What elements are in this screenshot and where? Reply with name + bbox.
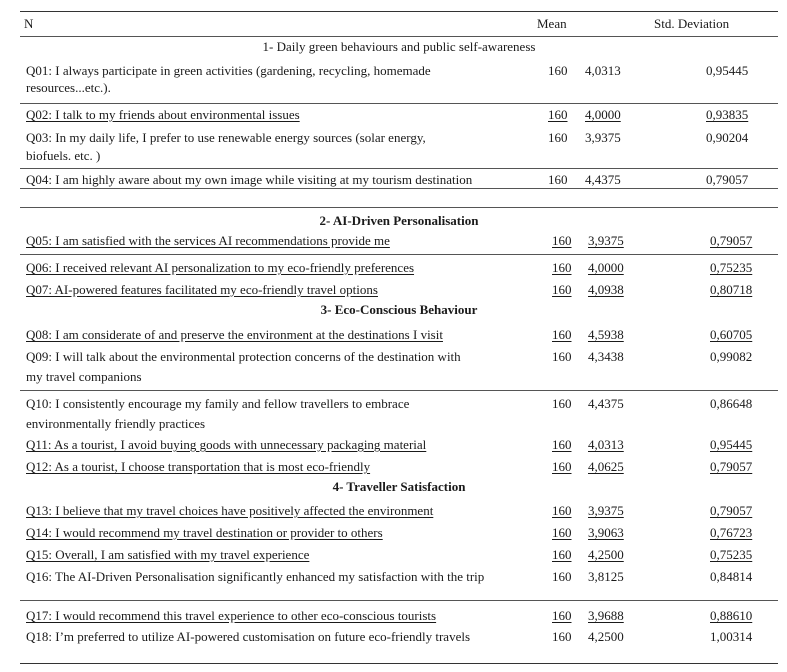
table-bottom-rule: [20, 663, 778, 664]
row-q04-std: 0,79057: [706, 172, 749, 187]
row-q02-mean: 4,0000: [585, 107, 621, 122]
row-q03-std: 0,90204: [706, 130, 749, 145]
row-q17-mean: 3,9688: [588, 608, 624, 623]
row-q01-n: 160: [548, 63, 568, 78]
row-q06-n: 160: [552, 260, 572, 275]
row-q04-mean: 4,4375: [585, 172, 621, 187]
row-q07-std: 0,80718: [710, 282, 753, 297]
row-q15-std: 0,75235: [710, 547, 753, 562]
header-mean: Mean: [537, 16, 567, 31]
row-q15-n: 160: [552, 547, 572, 562]
row-q08-text: Q08: I am considerate of and preserve the environment at the destinations I visit: [26, 327, 443, 342]
row-q03-n: 160: [548, 130, 568, 145]
row-q02-std: 0,93835: [706, 107, 749, 122]
section-title-4: 4- Traveller Satisfaction: [332, 479, 466, 494]
row-q11-n: 160: [552, 437, 572, 452]
row-q16-text: Q16: The AI-Driven Personalisation significantly enhanced my satisfaction with the trip: [26, 569, 485, 584]
row-q11-text: Q11: As a tourist, I avoid buying goods with unnecessary packaging material: [26, 437, 427, 452]
row-q10-text: Q10: I consistently encourage my family and fellow travellers to embrace: [26, 396, 410, 411]
row-q05-std: 0,79057: [710, 233, 753, 248]
row-q15-mean: 4,2500: [588, 547, 624, 562]
row-q08-mean: 4,5938: [588, 327, 624, 342]
row-q10-text-cont: environmentally friendly practices: [26, 416, 206, 431]
row-q16-std: 0,84814: [710, 569, 753, 584]
row-q07-n: 160: [552, 282, 572, 297]
row-q08-std: 0,60705: [710, 327, 753, 342]
row-q14-n: 160: [552, 525, 572, 540]
row-q16-mean: 3,8125: [588, 569, 624, 584]
row-q13-n: 160: [552, 503, 572, 518]
row-q18-mean: 4,2500: [588, 629, 624, 644]
row-q01-text-cont: resources...etc.).: [26, 80, 111, 95]
row-q09-text-cont: my travel companions: [26, 369, 142, 384]
row-q03-text-cont: biofuels. etc. ): [26, 148, 101, 163]
row-q10-mean: 4,4375: [588, 396, 624, 411]
row-rule: [20, 188, 778, 189]
row-q04-n: 160: [548, 172, 568, 187]
row-q18-std: 1,00314: [710, 629, 753, 644]
row-q09-n: 160: [552, 349, 572, 364]
section-title-1: 1- Daily green behaviours and public self-awareness: [262, 39, 536, 54]
row-q09-mean: 4,3438: [588, 349, 624, 364]
row-q12-n: 160: [552, 459, 572, 474]
row-q03-text: Q03: In my daily life, I prefer to use renewable energy sources (solar energy,: [26, 130, 426, 145]
row-q11-std: 0,95445: [710, 437, 753, 452]
section-rule: [20, 207, 778, 208]
row-q12-text: Q12: As a tourist, I choose transportation that is most eco-friendly: [26, 459, 371, 474]
section-title-3: 3- Eco-Conscious Behaviour: [320, 302, 478, 317]
row-q09-std: 0,99082: [710, 349, 753, 364]
table-top-rule: [20, 11, 778, 12]
row-rule: [20, 390, 778, 391]
row-q10-std: 0,86648: [710, 396, 753, 411]
row-q15-text: Q15: Overall, I am satisfied with my travel experience: [26, 547, 310, 562]
row-q17-text: Q17: I would recommend this travel experience to other eco-conscious tourists: [26, 608, 437, 623]
row-q12-mean: 4,0625: [588, 459, 624, 474]
row-q16-n: 160: [552, 569, 572, 584]
row-q03-mean: 3,9375: [585, 130, 621, 145]
row-q04-text: Q04: I am highly aware about my own image while visiting at my tourism destination: [26, 172, 473, 187]
row-q06-mean: 4,0000: [588, 260, 624, 275]
row-q05-mean: 3,9375: [588, 233, 624, 248]
row-q02-text: Q02: I talk to my friends about environmental issues: [26, 107, 300, 122]
row-q10-n: 160: [552, 396, 572, 411]
header-std: Std. Deviation: [654, 16, 730, 31]
row-q13-std: 0,79057: [710, 503, 753, 518]
row-q11-mean: 4,0313: [588, 437, 624, 452]
row-q05-text: Q05: I am satisfied with the services AI recommendations provide me: [26, 233, 390, 248]
row-q08-n: 160: [552, 327, 572, 342]
row-q01-std: 0,95445: [706, 63, 749, 78]
row-q18-text: Q18: I’m preferred to utilize AI-powered customisation on future eco-friendly travels: [26, 629, 471, 644]
row-q07-mean: 4,0938: [588, 282, 624, 297]
row-q05-n: 160: [552, 233, 572, 248]
row-q07-text: Q07: AI-powered features facilitated my eco-friendly travel options: [26, 282, 378, 297]
row-q17-std: 0,88610: [710, 608, 753, 623]
row-q02-n: 160: [548, 107, 568, 122]
header-rule: [20, 36, 778, 37]
header-n: N: [24, 16, 34, 31]
section-title-2: 2- AI-Driven Personalisation: [319, 213, 479, 228]
row-q06-text: Q06: I received relevant AI personalization to my eco-friendly preferences: [26, 260, 415, 275]
row-rule: [20, 168, 778, 169]
row-rule: [20, 254, 778, 255]
row-q12-std: 0,79057: [710, 459, 753, 474]
row-q17-n: 160: [552, 608, 572, 623]
row-q01-mean: 4,0313: [585, 63, 621, 78]
row-q13-mean: 3,9375: [588, 503, 624, 518]
row-q09-text: Q09: I will talk about the environmental protection concerns of the destination with: [26, 349, 461, 364]
row-q01-text: Q01: I always participate in green activities (gardening, recycling, homemade: [26, 63, 431, 78]
row-q18-n: 160: [552, 629, 572, 644]
row-q06-std: 0,75235: [710, 260, 753, 275]
section-rule: [20, 600, 778, 601]
row-rule: [20, 103, 778, 104]
row-q13-text: Q13: I believe that my travel choices have positively affected the environment: [26, 503, 434, 518]
row-q14-mean: 3,9063: [588, 525, 624, 540]
row-q14-text: Q14: I would recommend my travel destination or provider to others: [26, 525, 383, 540]
row-q14-std: 0,76723: [710, 525, 753, 540]
